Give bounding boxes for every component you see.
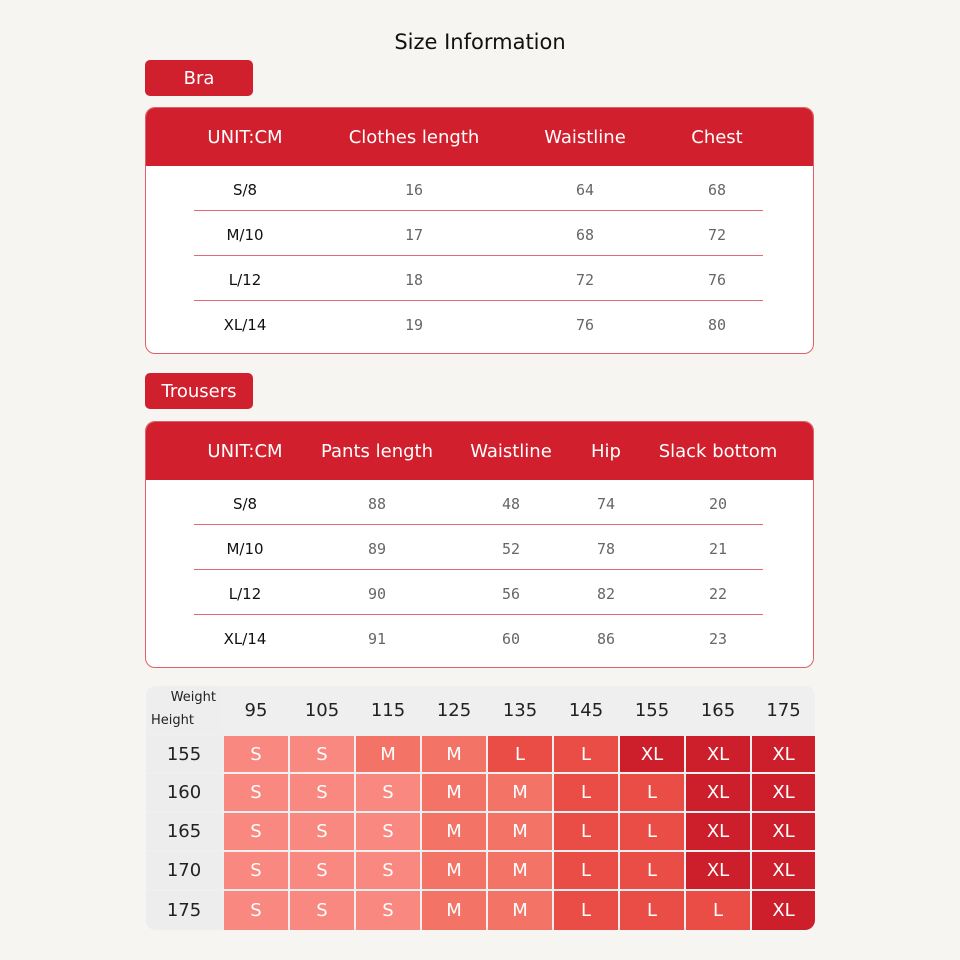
page-title: Size Information — [394, 30, 566, 54]
size-recommendation-cell: XL — [752, 813, 815, 850]
value-cell: 88 — [367, 495, 387, 513]
size-recommendation-cell: XL — [686, 852, 750, 889]
size-recommendation-cell: M — [488, 813, 552, 850]
value-cell: 82 — [596, 585, 616, 603]
value-cell: 23 — [708, 630, 728, 648]
weight-column-header: 145 — [554, 686, 618, 734]
value-cell: 78 — [596, 540, 616, 558]
weight-column-header: 115 — [356, 686, 420, 734]
trousers-header-slack-bottom: Slack bottom — [658, 441, 778, 462]
value-cell: 18 — [404, 271, 424, 289]
size-recommendation-cell: S — [356, 891, 420, 930]
table-row — [194, 211, 763, 256]
size-recommendation-cell: S — [290, 891, 354, 930]
size-recommendation-cell: XL — [752, 736, 815, 772]
table-row — [194, 615, 763, 660]
bra-header-clothes-length: Clothes length — [348, 127, 480, 148]
value-cell: 17 — [404, 226, 424, 244]
size-cell: XL/14 — [223, 316, 267, 334]
size-recommendation-cell: XL — [620, 736, 684, 772]
table-row — [194, 480, 763, 525]
size-recommendation-cell: M — [488, 774, 552, 811]
table-row — [194, 525, 763, 570]
size-recommendation-cell: M — [422, 736, 486, 772]
size-recommendation-cell: S — [224, 736, 288, 772]
trousers-table-body — [194, 480, 763, 660]
value-cell: 21 — [708, 540, 728, 558]
value-cell: 74 — [596, 495, 616, 513]
size-recommendation-cell: M — [488, 852, 552, 889]
size-recommendation-cell: XL — [752, 852, 815, 889]
bra-header-chest: Chest — [691, 127, 743, 148]
size-recommendation-cell: S — [356, 813, 420, 850]
value-cell: 72 — [707, 226, 727, 244]
size-recommendation-cell: S — [356, 852, 420, 889]
trousers-section-label: Trousers — [145, 373, 253, 409]
height-weight-size-matrix — [146, 686, 815, 930]
value-cell: 80 — [707, 316, 727, 334]
value-cell: 89 — [367, 540, 387, 558]
size-cell: L/12 — [228, 271, 262, 289]
weight-axis-label: Weight — [170, 690, 216, 705]
trousers-table-header — [146, 422, 813, 480]
weight-column-header: 105 — [290, 686, 354, 734]
size-recommendation-cell: L — [620, 852, 684, 889]
value-cell: 20 — [708, 495, 728, 513]
size-recommendation-cell: S — [224, 891, 288, 930]
size-recommendation-cell: M — [422, 891, 486, 930]
size-recommendation-cell: M — [422, 813, 486, 850]
size-recommendation-cell: S — [356, 774, 420, 811]
trousers-header-pants-length: Pants length — [320, 441, 434, 462]
trousers-header-unit: UNIT:CM — [207, 441, 283, 462]
size-recommendation-cell: M — [422, 852, 486, 889]
value-cell: 48 — [501, 495, 521, 513]
value-cell: 19 — [404, 316, 424, 334]
size-recommendation-cell: XL — [686, 736, 750, 772]
size-recommendation-cell: L — [554, 774, 618, 811]
value-cell: 64 — [575, 181, 595, 199]
height-row-header: 165 — [146, 813, 222, 850]
value-cell: 86 — [596, 630, 616, 648]
height-axis-label: Height — [151, 713, 194, 728]
height-row-header: 170 — [146, 852, 222, 889]
size-recommendation-cell: S — [290, 852, 354, 889]
height-row-header: 175 — [146, 891, 222, 930]
weight-column-header: 135 — [488, 686, 552, 734]
value-cell: 16 — [404, 181, 424, 199]
table-row — [194, 301, 763, 346]
size-recommendation-cell: S — [290, 813, 354, 850]
table-row — [194, 570, 763, 615]
size-recommendation-cell: L — [488, 736, 552, 772]
size-recommendation-cell: S — [224, 852, 288, 889]
weight-column-header: 175 — [752, 686, 815, 734]
value-cell: 68 — [575, 226, 595, 244]
weight-column-header: 95 — [224, 686, 288, 734]
bra-section-label: Bra — [145, 60, 253, 96]
size-recommendation-cell: S — [290, 774, 354, 811]
trousers-size-table — [145, 421, 814, 668]
size-recommendation-cell: L — [554, 813, 618, 850]
size-recommendation-cell: L — [686, 891, 750, 930]
size-recommendation-cell: L — [620, 891, 684, 930]
value-cell: 60 — [501, 630, 521, 648]
bra-header-waistline: Waistline — [544, 127, 626, 148]
value-cell: 91 — [367, 630, 387, 648]
size-recommendation-cell: XL — [752, 774, 815, 811]
bra-header-unit: UNIT:CM — [207, 127, 283, 148]
height-row-header: 155 — [146, 736, 222, 772]
size-recommendation-cell: S — [224, 813, 288, 850]
size-recommendation-cell: L — [554, 852, 618, 889]
size-recommendation-cell: XL — [686, 774, 750, 811]
value-cell: 72 — [575, 271, 595, 289]
table-row — [194, 256, 763, 301]
size-recommendation-cell: M — [422, 774, 486, 811]
size-recommendation-cell: S — [224, 774, 288, 811]
trousers-header-hip: Hip — [591, 441, 621, 462]
size-recommendation-cell: L — [620, 774, 684, 811]
size-cell: S/8 — [232, 495, 258, 513]
value-cell: 56 — [501, 585, 521, 603]
value-cell: 76 — [707, 271, 727, 289]
height-row-header: 160 — [146, 774, 222, 811]
size-recommendation-cell: S — [290, 736, 354, 772]
matrix-corner-cell — [146, 686, 222, 734]
value-cell: 90 — [367, 585, 387, 603]
bra-size-table — [145, 107, 814, 354]
size-recommendation-cell: XL — [686, 813, 750, 850]
weight-column-header: 165 — [686, 686, 750, 734]
size-cell: S/8 — [232, 181, 258, 199]
size-recommendation-cell: XL — [752, 891, 815, 930]
weight-column-header: 125 — [422, 686, 486, 734]
value-cell: 68 — [707, 181, 727, 199]
weight-column-header: 155 — [620, 686, 684, 734]
trousers-header-waistline: Waistline — [470, 441, 552, 462]
size-cell: M/10 — [226, 226, 264, 244]
size-cell: M/10 — [226, 540, 264, 558]
size-recommendation-cell: L — [554, 736, 618, 772]
size-cell: XL/14 — [223, 630, 267, 648]
value-cell: 76 — [575, 316, 595, 334]
value-cell: 52 — [501, 540, 521, 558]
bra-table-body — [194, 166, 763, 346]
size-recommendation-cell: M — [488, 891, 552, 930]
size-recommendation-cell: M — [356, 736, 420, 772]
bra-table-header — [146, 108, 813, 166]
size-recommendation-cell: L — [620, 813, 684, 850]
table-row — [194, 166, 763, 211]
value-cell: 22 — [708, 585, 728, 603]
size-cell: L/12 — [228, 585, 262, 603]
size-recommendation-cell: L — [554, 891, 618, 930]
